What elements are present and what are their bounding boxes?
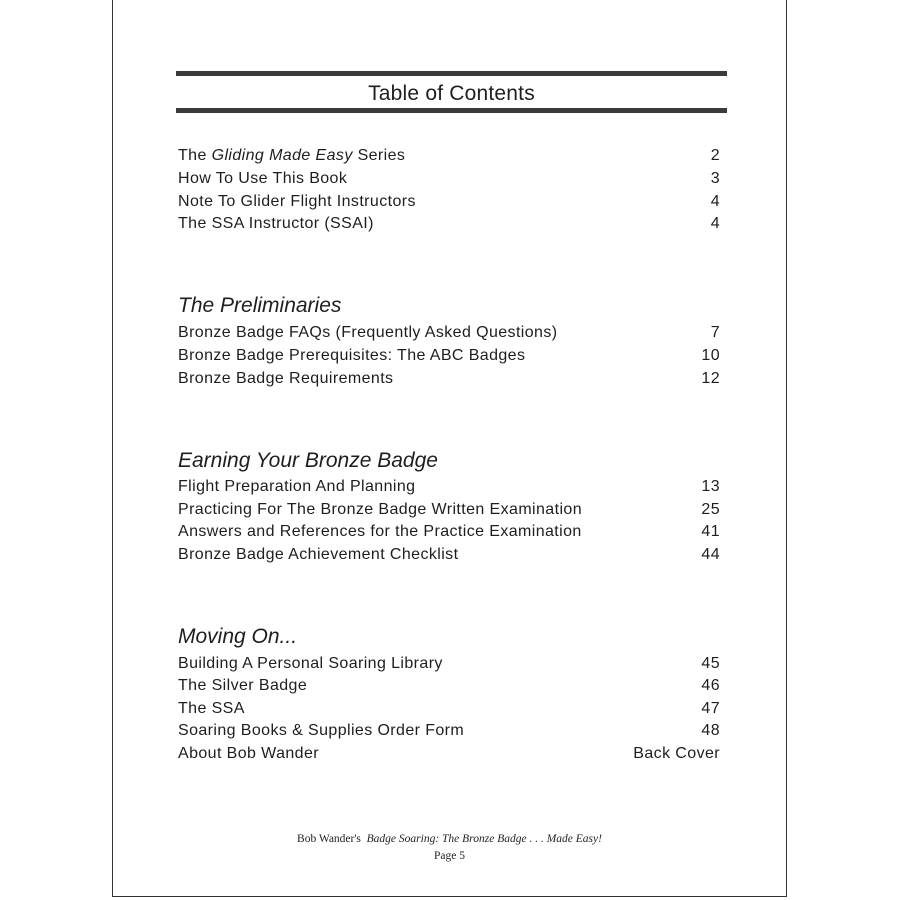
footer-author: Bob Wander's — [297, 833, 361, 845]
page-footer — [112, 833, 787, 845]
toc-entry — [178, 347, 720, 369]
toc-entry-label: Soaring Books & Supplies Order Form — [178, 722, 465, 739]
toc-entry-page: 41 — [701, 523, 720, 540]
toc-entry-label: Bronze Badge FAQs (Frequently Asked Questions) — [178, 324, 558, 341]
toc-entry — [178, 523, 720, 545]
toc-entry — [178, 722, 720, 744]
toc-entry — [178, 677, 720, 699]
toc-entry-page: 47 — [701, 700, 720, 717]
toc-entry-label: Answers and References for the Practice Examination — [178, 523, 582, 540]
toc-entry-label: Practicing For The Bronze Badge Written Examination — [178, 501, 582, 518]
toc-entry-label: The SSA Instructor (SSAI) — [178, 215, 374, 232]
toc-entry-page: 48 — [701, 722, 720, 739]
toc-entry — [178, 193, 720, 215]
toc-entry-label — [178, 147, 405, 165]
toc-entry — [178, 478, 720, 500]
toc-entry — [178, 170, 720, 192]
toc-entry-page: Back Cover — [633, 745, 720, 762]
toc-entry-page: 44 — [701, 546, 720, 563]
toc-entry-label: The SSA — [178, 700, 245, 717]
toc-entry-page: 10 — [701, 347, 720, 364]
section-heading: Earning Your Bronze Badge — [178, 449, 438, 472]
series-title: Gliding Made Easy — [211, 147, 353, 164]
title-rule-bottom — [176, 108, 727, 113]
toc-title: Table of Contents — [368, 82, 535, 105]
toc-entry — [178, 655, 720, 677]
toc-entry — [178, 370, 720, 392]
toc-entry-label: About Bob Wander — [178, 745, 320, 762]
toc-entry — [178, 745, 720, 767]
toc-entry-label: Building A Personal Soaring Library — [178, 655, 443, 672]
page-number: Page 5 — [434, 850, 465, 862]
toc-entry — [178, 215, 720, 237]
toc-entry-page: 2 — [710, 147, 720, 164]
toc-entry-label: Flight Preparation And Planning — [178, 478, 416, 495]
toc-entry-page: 3 — [710, 170, 720, 187]
toc-entry-label: Bronze Badge Requirements — [178, 370, 394, 387]
toc-entry-label: How To Use This Book — [178, 170, 348, 187]
toc-entry — [178, 700, 720, 722]
section-heading: The Preliminaries — [178, 294, 342, 317]
toc-entry-page: 13 — [701, 478, 720, 495]
toc-entry-label: Note To Glider Flight Instructors — [178, 193, 416, 210]
toc-entry-page: 4 — [710, 215, 720, 232]
toc-entry-page: 4 — [710, 193, 720, 210]
toc-entry — [178, 147, 720, 169]
footer-book-title: Badge Soaring: The Bronze Badge . . . Made Easy! — [366, 833, 602, 845]
toc-entry — [178, 324, 720, 346]
toc-entry — [178, 546, 720, 568]
toc-entry-page: 12 — [701, 370, 720, 387]
toc-entry-page: 25 — [701, 501, 720, 518]
section-heading: Moving On... — [178, 625, 298, 648]
toc-entry-label-pre: The — [178, 147, 212, 164]
toc-entry — [178, 501, 720, 523]
toc-entry-page: 46 — [701, 677, 720, 694]
toc-entry-label: Bronze Badge Achievement Checklist — [178, 546, 459, 563]
toc-entry-label-post: Series — [352, 147, 406, 164]
toc-entry-page: 45 — [701, 655, 720, 672]
title-rule-top — [176, 71, 727, 76]
toc-entry-label: The Silver Badge — [178, 677, 308, 694]
toc-entry-label: Bronze Badge Prerequisites: The ABC Badges — [178, 347, 526, 364]
toc-entry-page: 7 — [710, 324, 720, 341]
